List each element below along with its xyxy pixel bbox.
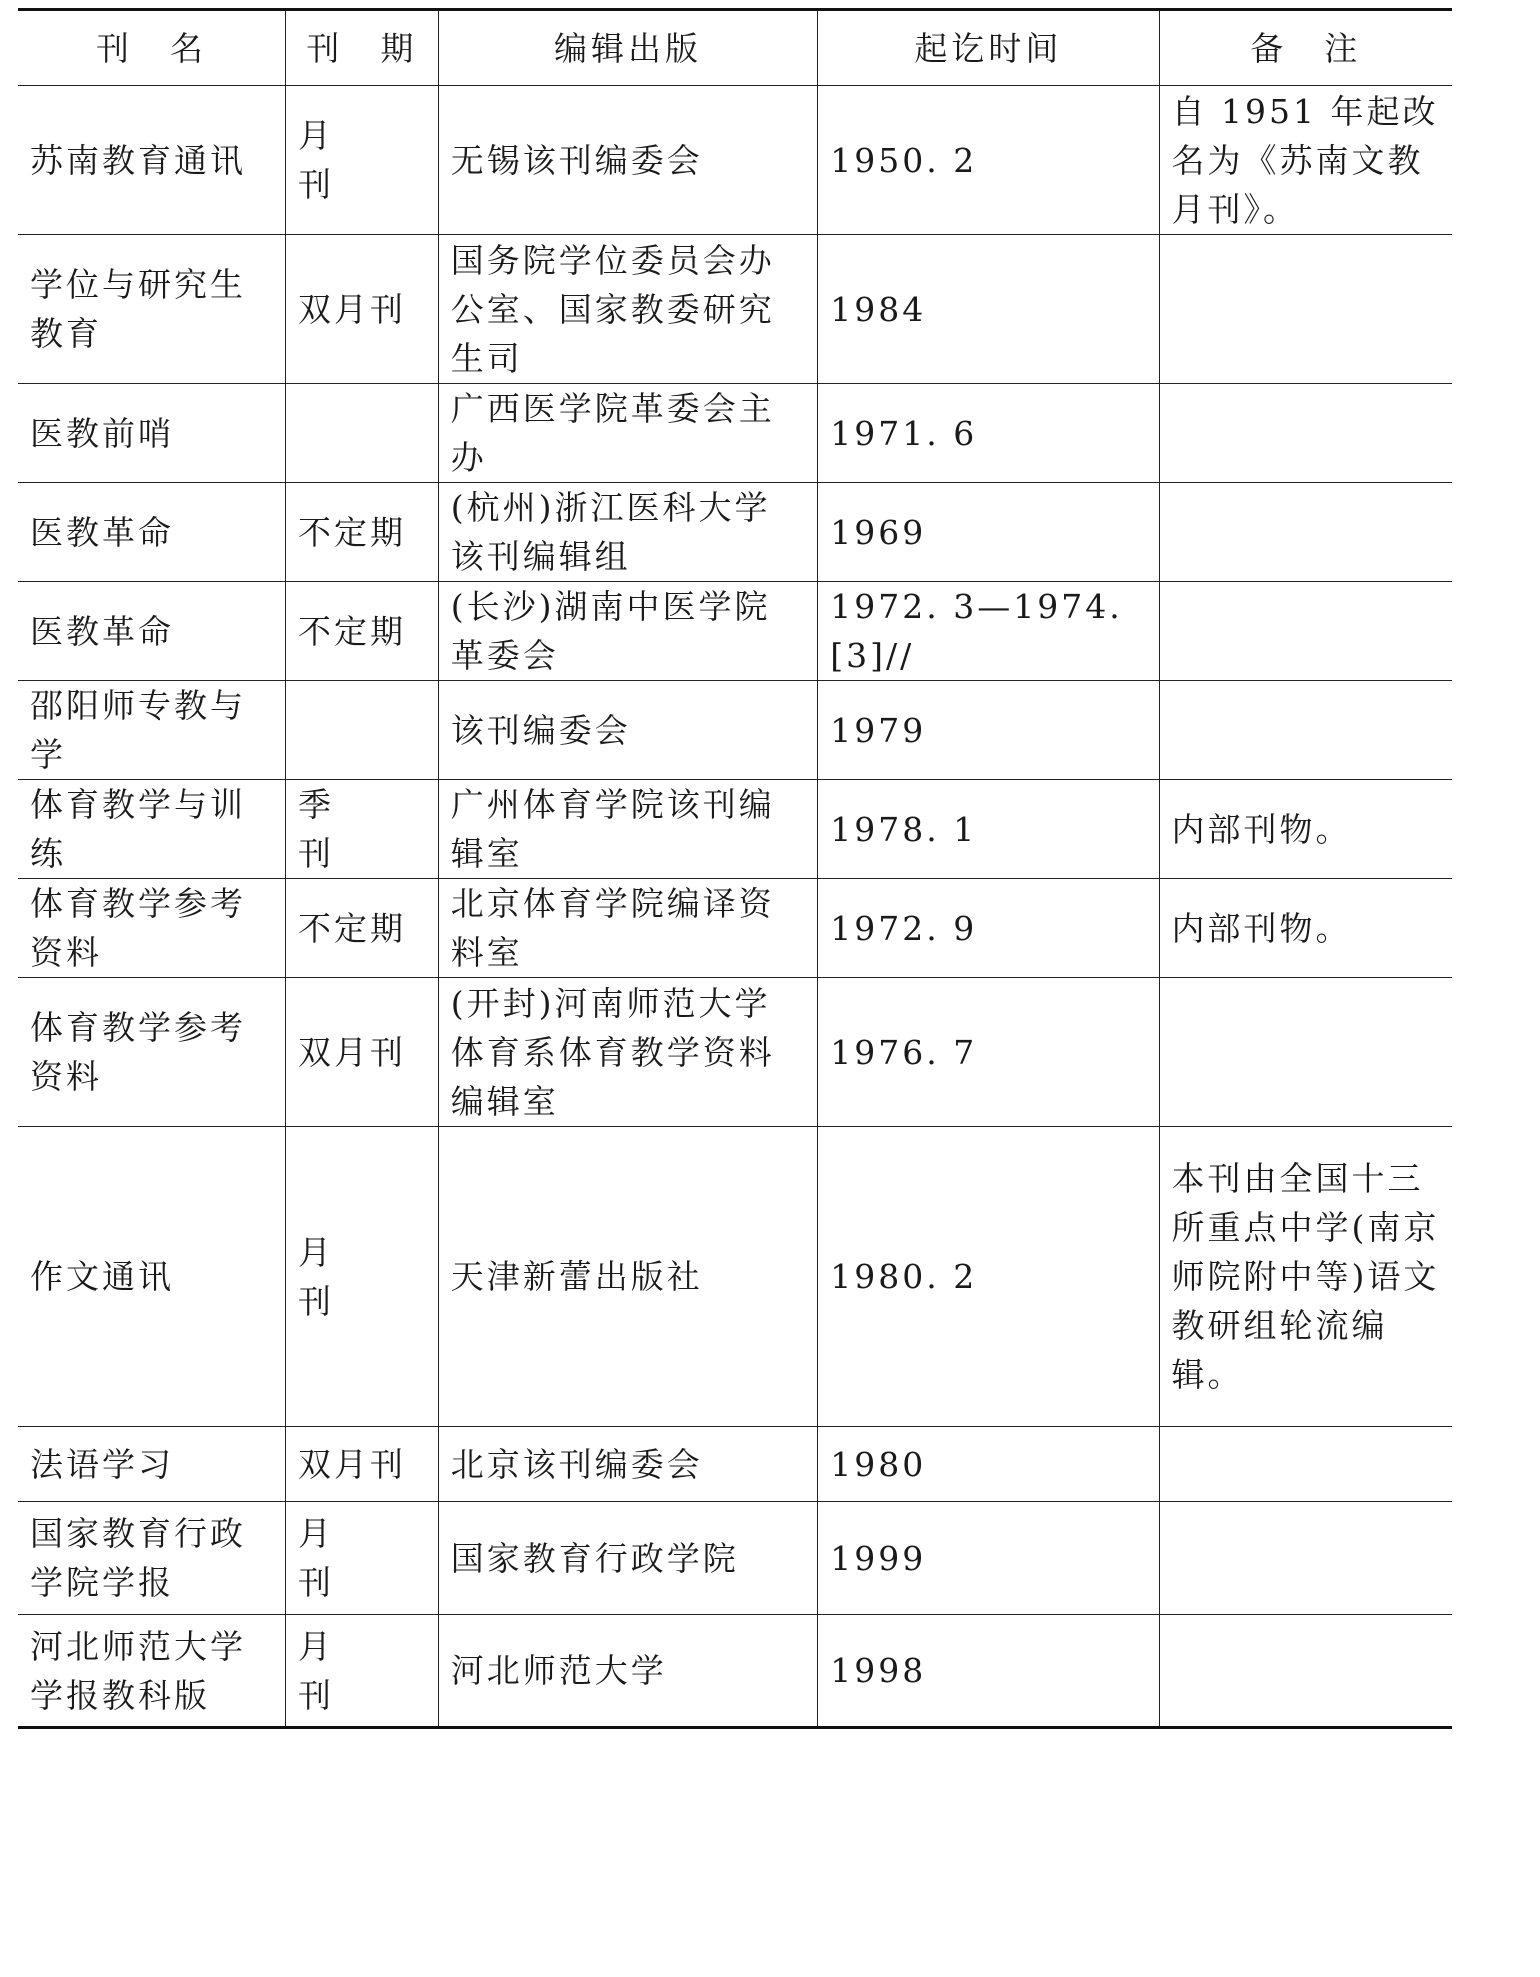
journal-publisher: 北京体育学院编译资料室: [438, 879, 818, 978]
journal-publisher: (杭州)浙江医科大学该刊编辑组: [438, 483, 818, 582]
journal-time: 1980. 2: [818, 1127, 1159, 1427]
table-row: [18, 483, 1452, 582]
journal-remark: [1159, 681, 1452, 780]
journal-period: 月刊: [285, 86, 438, 235]
header-remark: 备 注: [1159, 10, 1452, 86]
journal-period: 月刊: [285, 1615, 438, 1728]
table-row: [18, 1502, 1452, 1615]
header-name: 刊 名: [18, 10, 285, 86]
journal-period: 不定期: [285, 483, 438, 582]
journal-name: 河北师范大学学报教科版: [18, 1615, 285, 1728]
table-row: [18, 681, 1452, 780]
journal-remark: 内部刊物。: [1159, 879, 1452, 978]
journal-time: 1972. 9: [818, 879, 1159, 978]
header-row: [18, 10, 1452, 86]
journal-period: [285, 384, 438, 483]
journal-period: 双月刊: [285, 1427, 438, 1502]
journal-remark: 本刊由全国十三所重点中学(南京师院附中等)语文教研组轮流编辑。: [1159, 1127, 1452, 1427]
journal-remark: [1159, 384, 1452, 483]
journal-name: 学位与研究生教育: [18, 235, 285, 384]
journal-period: [285, 681, 438, 780]
table-row: [18, 86, 1452, 235]
journal-publisher: (长沙)湖南中医学院革委会: [438, 582, 818, 681]
table-row: [18, 235, 1452, 384]
journal-remark: 内部刊物。: [1159, 780, 1452, 879]
journal-publisher: 北京该刊编委会: [438, 1427, 818, 1502]
journal-publisher: 广州体育学院该刊编辑室: [438, 780, 818, 879]
journal-period: 双月刊: [285, 235, 438, 384]
table-row: [18, 978, 1452, 1127]
journal-time: 1950. 2: [818, 86, 1159, 235]
journal-name: 体育教学参考资料: [18, 879, 285, 978]
journal-time: 1999: [818, 1502, 1159, 1615]
journal-name: 医教前哨: [18, 384, 285, 483]
journal-remark: [1159, 1615, 1452, 1728]
journal-period: 季刊: [285, 780, 438, 879]
journal-publisher: 无锡该刊编委会: [438, 86, 818, 235]
table-row: [18, 384, 1452, 483]
journal-period: 月刊: [285, 1127, 438, 1427]
journal-remark: [1159, 1427, 1452, 1502]
journal-remark: 自 1951 年起改名为《苏南文教月刊》。: [1159, 86, 1452, 235]
journal-time: 1971. 6: [818, 384, 1159, 483]
table-row: [18, 1615, 1452, 1728]
journal-time: 1978. 1: [818, 780, 1159, 879]
journal-name: 法语学习: [18, 1427, 285, 1502]
journal-publisher: 天津新蕾出版社: [438, 1127, 818, 1427]
journal-name: 国家教育行政学院学报: [18, 1502, 285, 1615]
journal-time: 1998: [818, 1615, 1159, 1728]
header-publisher: 编辑出版: [438, 10, 818, 86]
journal-publisher: 广西医学院革委会主办: [438, 384, 818, 483]
journal-period: 月刊: [285, 1502, 438, 1615]
journal-remark: [1159, 1502, 1452, 1615]
journal-name: 医教革命: [18, 582, 285, 681]
journal-publisher: (开封)河南师范大学体育系体育教学资料编辑室: [438, 978, 818, 1127]
journal-remark: [1159, 235, 1452, 384]
journal-time: 1980: [818, 1427, 1159, 1502]
table-row: [18, 879, 1452, 978]
journal-remark: [1159, 483, 1452, 582]
journal-name: 作文通讯: [18, 1127, 285, 1427]
journal-period: 不定期: [285, 879, 438, 978]
journal-name: 苏南教育通讯: [18, 86, 285, 235]
journal-publisher: 国家教育行政学院: [438, 1502, 818, 1615]
journal-remark: [1159, 582, 1452, 681]
journal-name: 医教革命: [18, 483, 285, 582]
journal-time: 1969: [818, 483, 1159, 582]
table-row: [18, 1127, 1452, 1427]
journal-name: 体育教学与训练: [18, 780, 285, 879]
table-row: [18, 780, 1452, 879]
journal-time: 1984: [818, 235, 1159, 384]
header-time: 起讫时间: [818, 10, 1159, 86]
header-period: 刊 期: [285, 10, 438, 86]
journal-publisher: 国务院学位委员会办公室、国家教委研究生司: [438, 235, 818, 384]
journal-remark: [1159, 978, 1452, 1127]
journal-publisher: 该刊编委会: [438, 681, 818, 780]
journal-period: 双月刊: [285, 978, 438, 1127]
table-row: [18, 1427, 1452, 1502]
journal-time: 1979: [818, 681, 1159, 780]
journal-time: 1972. 3—1974. [3]//: [818, 582, 1159, 681]
journal-name: 体育教学参考资料: [18, 978, 285, 1127]
journal-publisher: 河北师范大学: [438, 1615, 818, 1728]
journal-time: 1976. 7: [818, 978, 1159, 1127]
journal-table: [18, 8, 1452, 1729]
journal-period: 不定期: [285, 582, 438, 681]
journal-name: 邵阳师专教与学: [18, 681, 285, 780]
table-row: [18, 582, 1452, 681]
